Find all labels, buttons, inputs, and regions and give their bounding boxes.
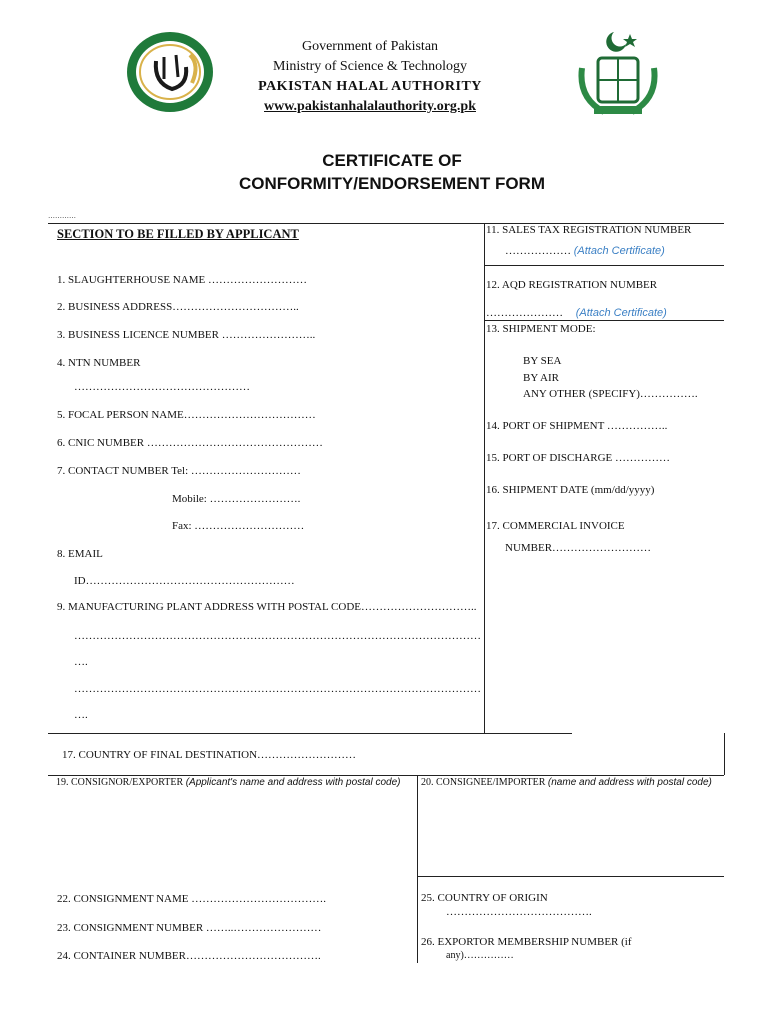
- field-contact-fax[interactable]: Fax: …………………………: [172, 520, 305, 532]
- header-authority: PAKISTAN HALAL AUTHORITY: [258, 79, 482, 94]
- field-email-label: 8. EMAIL: [57, 548, 103, 560]
- field-shipment-date[interactable]: 16. SHIPMENT DATE (mm/dd/yyyy): [486, 484, 655, 496]
- field-consignment-number[interactable]: 23. CONSIGNMENT NUMBER ……..……………………: [57, 922, 322, 934]
- field-final-destination[interactable]: 17. COUNTRY OF FINAL DESTINATION………………………: [62, 749, 357, 761]
- field-focal-person[interactable]: 5. FOCAL PERSON NAME………………………………: [57, 409, 316, 421]
- header-ministry: Ministry of Science & Technology: [273, 59, 467, 74]
- field-invoice-number[interactable]: NUMBER………………………: [505, 542, 652, 554]
- field-slaughterhouse-name[interactable]: 1. SLAUGHTERHOUSE NAME ………………………: [57, 274, 307, 286]
- field-country-of-origin[interactable]: ………………………………….: [446, 906, 592, 918]
- plant-address-line-4[interactable]: ….: [74, 709, 88, 721]
- field-consignee[interactable]: [421, 777, 716, 789]
- field-exportor-membership-label: 26. EXPORTOR MEMBERSHIP NUMBER (if: [421, 936, 632, 948]
- consignor-note: (Applicant's name and address with postal code): [185, 777, 401, 788]
- title-line1: CERTIFICATE OF: [322, 151, 462, 170]
- option-by-air[interactable]: BY AIR: [523, 372, 559, 384]
- field-container-number[interactable]: 24. CONTAINER NUMBER……………………………….: [57, 950, 321, 962]
- dest-bottom-border: [48, 775, 724, 776]
- field-business-address[interactable]: 2. BUSINESS ADDRESS……………………………..: [57, 301, 299, 313]
- field-aqd-number[interactable]: [486, 307, 667, 319]
- consignor-bottom-border: [417, 876, 724, 877]
- field-cnic-number[interactable]: 6. CNIC NUMBER …………………………………………: [57, 437, 323, 449]
- attach-certificate-note: (Attach Certificate): [575, 307, 667, 319]
- sales-tax-dots: ………………: [505, 245, 571, 257]
- aqd-dots: …………………: [486, 307, 563, 319]
- field-aqd-label: 12. AQD REGISTRATION NUMBER: [486, 279, 658, 291]
- field-shipment-mode: 13. SHIPMENT MODE:: [486, 323, 596, 335]
- section-heading: SECTION TO BE FILLED BY APPLICANT: [57, 227, 299, 241]
- plant-address-line-2[interactable]: ….: [74, 656, 88, 668]
- field-ntn-number[interactable]: …………………………………………: [74, 381, 250, 393]
- field-contact-tel[interactable]: 7. CONTACT NUMBER Tel: …………………………: [57, 465, 301, 477]
- consignor-divider: [417, 775, 418, 963]
- field-plant-address[interactable]: 9. MANUFACTURING PLANT ADDRESS WITH POSTAL CODE…………………………..: [57, 601, 477, 613]
- field-sales-tax-label: 11. SALES TAX REGISTRATION NUMBER: [486, 224, 692, 236]
- field-consignor[interactable]: [56, 777, 406, 789]
- option-any-other[interactable]: ANY OTHER (SPECIFY)…………….: [523, 388, 698, 400]
- right-divider-1: [484, 265, 724, 266]
- right-divider-2: [484, 320, 724, 321]
- left-bottom-border: [48, 733, 572, 734]
- field-country-of-origin-label: 25. COUNTRY OF ORIGIN: [421, 892, 548, 904]
- consignee-note: (name and address with postal code): [547, 777, 712, 788]
- field-email-id[interactable]: ID…………………………………………………: [74, 575, 295, 587]
- plant-address-line-1[interactable]: …………………………………………………………………………………………………: [74, 630, 481, 642]
- state-emblem-icon: [574, 28, 662, 120]
- field-port-of-shipment[interactable]: 14. PORT OF SHIPMENT ……………..: [486, 420, 668, 432]
- field-consignment-name[interactable]: 22. CONSIGNMENT NAME ……………………………….: [57, 893, 326, 905]
- tiny-mark: …………: [48, 212, 76, 220]
- option-by-sea[interactable]: BY SEA: [523, 355, 562, 367]
- field-ntn-label: 4. NTN NUMBER: [57, 357, 141, 369]
- form-title: [150, 149, 634, 195]
- consignee-label: 20. CONSIGNEE/IMPORTER: [421, 777, 548, 788]
- field-sales-tax-number[interactable]: [505, 245, 665, 257]
- header-block: [200, 37, 540, 117]
- field-port-of-discharge[interactable]: 15. PORT OF DISCHARGE ……………: [486, 452, 671, 464]
- title-line2: CONFORMITY/ENDORSEMENT FORM: [239, 174, 545, 193]
- field-commercial-invoice: 17. COMMERCIAL INVOICE: [486, 520, 625, 532]
- header-government: Government of Pakistan: [301, 39, 439, 54]
- plant-address-line-3[interactable]: …………………………………………………………………………………………………: [74, 683, 481, 695]
- header-website[interactable]: www.pakistanhalalauthority.org.pk: [264, 99, 476, 114]
- attach-certificate-note: (Attach Certificate): [573, 245, 665, 257]
- field-contact-mobile[interactable]: Mobile: …………………….: [172, 493, 301, 505]
- field-exportor-membership[interactable]: any)……………: [446, 950, 514, 961]
- column-divider: [484, 223, 485, 733]
- field-business-licence[interactable]: 3. BUSINESS LICENCE NUMBER ……………………..: [57, 329, 316, 341]
- dest-right-border: [724, 733, 725, 775]
- consignor-label: 19. CONSIGNOR/EXPORTER: [56, 777, 186, 788]
